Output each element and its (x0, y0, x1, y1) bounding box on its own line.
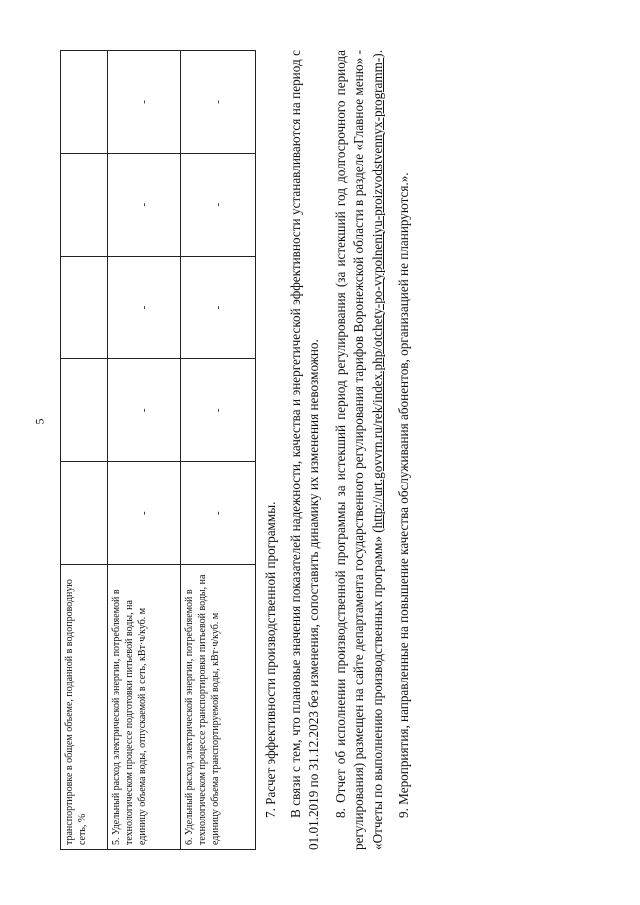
section-7-heading: 7. Расчет эффективности производственной программы. (263, 501, 278, 818)
table-row (181, 51, 256, 850)
indicator-value: - (181, 462, 256, 565)
indicator-description: 6. Удельный расход электрической энергии, потребляемой в технологическом процессе транспортировки питьевой воды, на единицу объема транспортируемой воды, кВт·ч/куб. м (181, 565, 256, 850)
indicator-value (61, 256, 108, 359)
document-body (262, 50, 414, 850)
section-8-body: 8. Отчет об исполнении производственной программы за истекший период регулирования (за истекший год долгосрочного периода регулирования) размещен на сайте департамента государственного регулирования тарифов Воронежской области в разделе «Главное меню» - «Отчеты по выполнению производственных программ» ( (332, 50, 385, 850)
indicator-value: - (181, 153, 256, 256)
section-9-text: 9. Мероприятия, направленные на повышение качества обслуживания абонентов, организацией не планируются.». (396, 172, 411, 818)
section-7-text: В связи с тем, что плановые значения показателей надежности, качества и энергетической эффективности устанавливаются на период с 01.01.2019 по 31.12.2023 без изменения, сопоставить динамику их изменения невозможно. (287, 50, 321, 850)
indicator-value: - (181, 359, 256, 462)
indicator-value: - (108, 153, 181, 256)
indicator-value: - (108, 51, 181, 154)
indicator-value: - (108, 359, 181, 462)
table-row (61, 51, 108, 850)
indicator-value: - (181, 51, 256, 154)
indicators-table (60, 50, 256, 850)
table-row (108, 51, 181, 850)
report-link[interactable]: http://urt.govvrn.ru/rek/index.php/otchety-po-vypolneniyu-proizvodstvennyx-programm- (369, 57, 385, 529)
rotated-page-content (60, 50, 620, 850)
indicator-value: - (108, 462, 181, 565)
indicator-value: - (181, 256, 256, 359)
indicator-value (61, 359, 108, 462)
indicator-value (61, 153, 108, 256)
section-8-tail: ). (369, 49, 385, 58)
indicator-description: транспортировке в общем объеме, поданной в водопроводную сеть, % (61, 565, 108, 850)
indicator-value (61, 462, 108, 565)
indicator-value: - (108, 256, 181, 359)
section-8-text (332, 50, 388, 850)
page-number: 5 (32, 418, 47, 425)
indicator-value (61, 51, 108, 154)
indicator-description: 5. Удельный расход электрической энергии, потребляемой в технологическом процессе подготовки питьевой воды, на единицу объема воды, отпускаемой в сеть, кВт·ч/куб. м (108, 565, 181, 850)
